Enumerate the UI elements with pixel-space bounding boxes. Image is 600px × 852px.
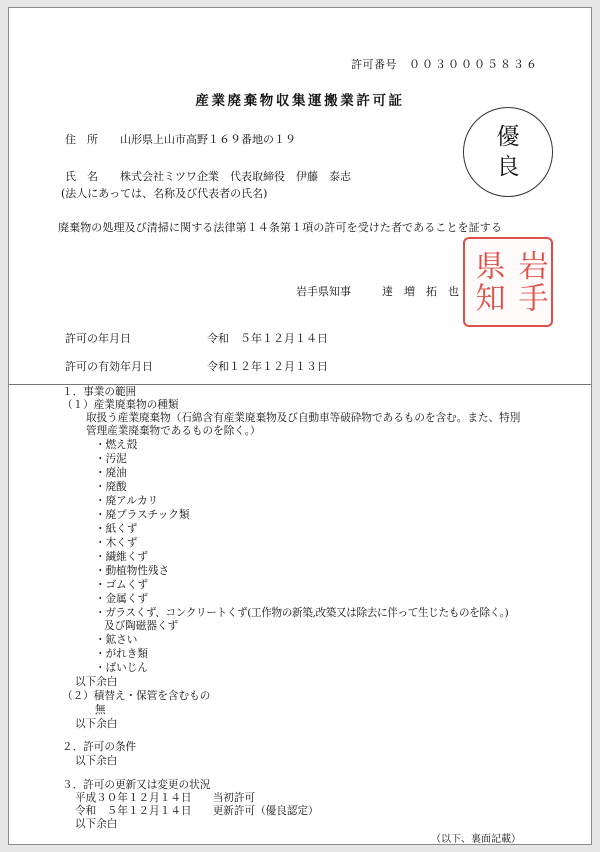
permit-number-value: ００３０００５８３６ [409, 58, 539, 71]
detail-line: 管理産業廃棄物であるものを除く。） [86, 425, 261, 437]
detail-line: ・ばいじん [95, 662, 148, 674]
permit-number [351, 56, 539, 72]
name-note: (法人にあっては、名称及び代表者の氏名) [61, 187, 268, 200]
governor-seal-stamp [463, 237, 553, 327]
stamp-col1: 県知 [469, 250, 505, 314]
detail-line: ・廃アルカリ [95, 495, 159, 507]
name-label: 氏 名 [65, 170, 98, 183]
detail-line: 令和 ５年１２月１４日 更新許可（優良認定） [75, 805, 319, 817]
detail-line: ・がれき類 [95, 648, 148, 660]
detail-line: （１）産業廃棄物の種類 [62, 399, 179, 411]
permit-number-label: 許可番号 [351, 58, 397, 71]
detail-line: ・ガラスくず、コンクリートくず(工作物の新築,改築又は除去に伴って生じたものを除く。) [95, 607, 509, 619]
detail-line: 及び陶磁器くず [104, 620, 179, 632]
address-label: 住 所 [65, 133, 98, 146]
detail-line: 以下余白 [75, 818, 118, 830]
detail-line: ・廃プラスチック類 [95, 509, 190, 521]
detail-line: ・紙くず [95, 523, 138, 535]
permit-date-label: 許可の年月日 [65, 332, 131, 345]
permit-date-value: 令和 ５年１２月１４日 [207, 332, 328, 345]
detail-line: ・燃え殻 [95, 439, 138, 451]
address-value: 山形県上山市高野１６９番地の１９ [120, 133, 296, 146]
detail-line: ・金属くず [95, 593, 148, 605]
detail-line: ３．許可の更新又は変更の状況 [62, 779, 211, 791]
detail-line: １．事業の範囲 [62, 386, 137, 398]
valid-until-value: 令和１２年１２月１３日 [207, 360, 328, 373]
detail-line: 以下余白 [75, 676, 118, 688]
continued-on-back-note: （以下、裏面記載） [431, 834, 521, 845]
detail-line: ・繊維くず [95, 551, 148, 563]
rating-mark-line1: 優 [496, 124, 520, 150]
valid-until-label: 許可の有効年月日 [65, 360, 153, 373]
detail-line: （２）積替え・保管を含むもの [62, 690, 211, 702]
detail-line: ・汚泥 [95, 453, 127, 465]
detail-line: 取扱う産業廃棄物（石綿含有産業廃棄物及び自動車等破砕物であるものを含む。また、特別 [86, 412, 521, 424]
certification-statement: 廃棄物の処理及び清掃に関する法律第１４条第１項の許可を受けた者であることを証する [58, 221, 502, 234]
detail-line: ２．許可の条件 [62, 741, 137, 753]
detail-line: ・木くず [95, 537, 138, 549]
detail-line: ・鉱さい [95, 634, 138, 646]
detail-line: ・廃油 [95, 467, 127, 479]
excellent-rating-mark [463, 107, 553, 197]
issuer-title: 岩手県知事 [296, 285, 351, 298]
detail-line: 平成３０年１２月１４日 当初許可 [75, 792, 256, 804]
name-value: 株式会社ミツワ企業 代表取締役 伊藤 泰志 [120, 170, 351, 183]
detail-line: ・動植物性残さ [95, 565, 170, 577]
section-divider [9, 384, 591, 385]
certificate-title: 産業廃棄物収集運搬業許可証 [195, 93, 405, 109]
detail-line: ・廃酸 [95, 481, 127, 493]
detail-line: 無 [95, 704, 106, 716]
detail-line: ・ゴムくず [95, 579, 148, 591]
permit-certificate [8, 7, 592, 845]
rating-mark-line2: 良 [496, 154, 520, 180]
detail-line: 以下余白 [75, 755, 118, 767]
detail-line: 以下余白 [75, 718, 118, 730]
stamp-col2: 岩手 [512, 250, 548, 314]
issuer-name: 達 増 拓 也 [382, 285, 459, 298]
